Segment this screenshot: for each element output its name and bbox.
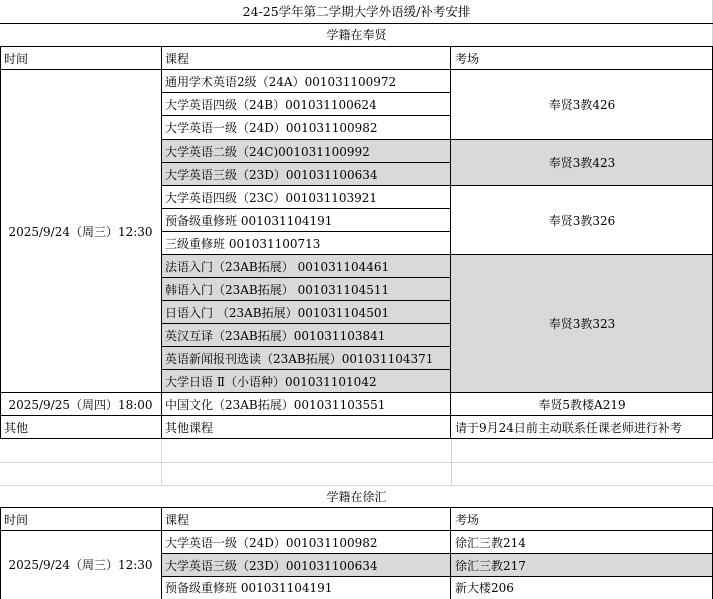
xuhui-course-row: 大学英语一级（24D）001031100982 <box>165 535 378 550</box>
course-row: 大学英语四级（23C）001031103921 <box>165 190 378 205</box>
time-cell-0925: 2025/9/25（周四）18:00 <box>8 397 153 412</box>
time-cell-0924: 2025/9/24（周三）12:30 <box>8 224 153 239</box>
xuhui-room-cell: 徐汇三教217 <box>455 558 526 573</box>
other-course-cell: 其他课程 <box>165 420 214 435</box>
grid-line <box>161 254 713 255</box>
grid-line <box>161 115 451 116</box>
room-cell: 奉贤5教楼A219 <box>538 397 626 412</box>
course-row: 英语新闻报刊选读（23AB拓展）001031104371 <box>165 351 434 366</box>
grid-line <box>0 46 1 439</box>
course-row: 法语入门（23AB拓展） 001031104461 <box>165 259 390 274</box>
grid-line <box>450 507 451 599</box>
grid-line <box>161 92 451 93</box>
grid-line <box>161 162 451 163</box>
xuhui-header-room: 考场 <box>455 512 480 527</box>
xuhui-course-row: 预备级重修班 001031104191 <box>165 581 333 595</box>
grid-line <box>161 231 451 232</box>
room-cell: 奉贤3教326 <box>548 213 616 228</box>
grid-line <box>161 439 162 485</box>
room-cell: 奉贤3教323 <box>548 317 616 331</box>
course-row: 韩语入门（23AB拓展） 001031104511 <box>165 282 390 297</box>
xuhui-room-cell: 徐汇三教214 <box>455 535 526 550</box>
grid-line <box>161 369 451 370</box>
grid-line <box>161 277 451 278</box>
sheet-title: 24-25学年第二学期大学外语缓/补考安排 <box>242 3 471 19</box>
other-time-cell: 其他 <box>4 420 29 435</box>
course-row: 大学英语一级（24D）001031100982 <box>165 121 378 135</box>
xuhui-header-time: 时间 <box>4 512 29 527</box>
header-course: 课程 <box>165 51 190 66</box>
grid-line <box>0 69 713 70</box>
course-row: 预备级重修班 001031104191 <box>165 213 333 228</box>
grid-line <box>161 346 451 347</box>
room-cell: 奉贤3教423 <box>548 156 616 170</box>
grid-line <box>0 23 713 24</box>
course-row: 大学日语 Ⅱ（小语种）001031101042 <box>165 374 377 389</box>
course-row: 中国文化（23AB拓展）001031103551 <box>165 397 386 412</box>
xuhui-room-cell: 新大楼206 <box>455 581 514 595</box>
grid-line <box>0 392 713 393</box>
xuhui-course-row: 大学英语三级（23D）001031100634 <box>165 558 378 573</box>
course-row: 大学英语二级（24C)001031100992 <box>165 144 370 159</box>
grid-line <box>161 300 451 301</box>
header-room: 考场 <box>455 51 480 66</box>
grid-line <box>161 185 713 186</box>
xuhui-time-cell: 2025/9/24（周三）12:30 <box>8 558 153 572</box>
grid-line <box>0 462 713 463</box>
grid-line <box>161 139 713 140</box>
other-note-cell: 请于9月24日前主动联系任课老师进行补考 <box>455 420 682 435</box>
grid-line <box>0 530 713 531</box>
xuhui-header-course: 课程 <box>165 512 190 527</box>
grid-line <box>0 46 713 47</box>
grid-line <box>161 46 162 439</box>
grid-line <box>0 415 713 416</box>
course-row: 大学英语四级（24B）001031100624 <box>165 97 377 112</box>
grid-line <box>0 485 713 486</box>
grid-line <box>0 507 1 599</box>
grid-line <box>450 46 451 439</box>
course-row: 英汉互译（23AB拓展）001031103841 <box>165 328 386 343</box>
grid-line <box>161 323 451 324</box>
course-row: 日语入门 （23AB拓展）001031104501 <box>165 305 390 320</box>
room-cell: 奉贤3教426 <box>548 98 616 112</box>
grid-line <box>0 507 713 508</box>
header-time: 时间 <box>4 51 29 66</box>
grid-line <box>161 208 451 209</box>
course-row: 三级重修班 001031100713 <box>165 236 321 251</box>
grid-line <box>161 576 713 577</box>
course-row: 通用学术英语2级（24A）001031100972 <box>165 74 397 89</box>
course-row: 大学英语三级（23D）001031100634 <box>165 167 378 182</box>
grid-line <box>161 553 713 554</box>
xuhui-section-title: 学籍在徐汇 <box>326 490 387 504</box>
grid-line <box>161 507 162 599</box>
fengxian-section-title: 学籍在奉贤 <box>326 28 387 42</box>
grid-line <box>451 439 452 485</box>
grid-line <box>0 438 713 439</box>
